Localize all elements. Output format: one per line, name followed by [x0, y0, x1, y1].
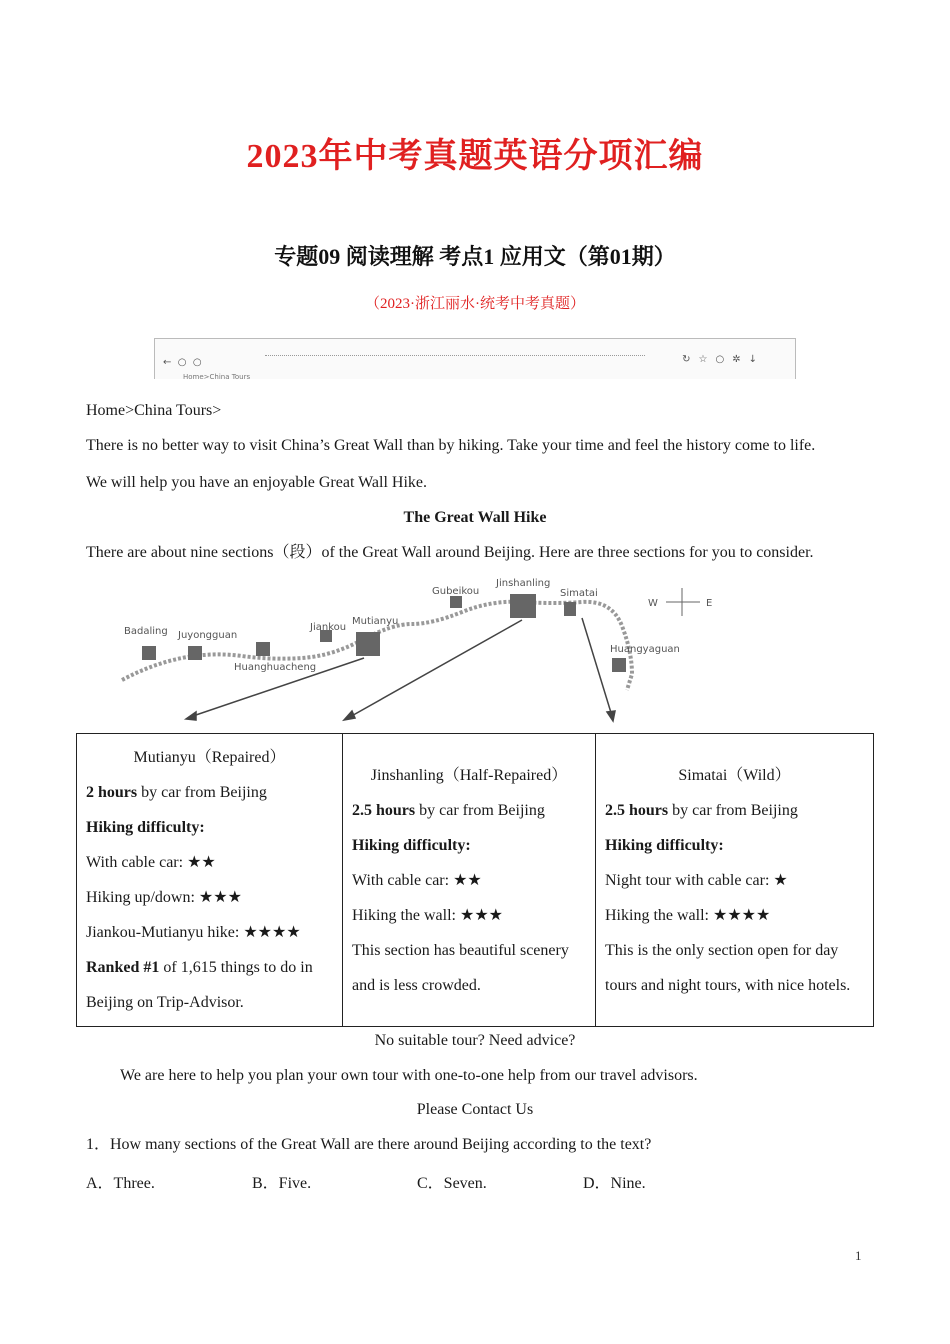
tower-icon	[188, 646, 202, 660]
ranking-text: Beijing on Trip-Advisor.	[86, 994, 244, 1011]
difficulty-line: Hiking the wall: ★★★★	[605, 906, 771, 924]
option-d[interactable]: D．Nine.	[583, 1175, 646, 1192]
travel-time-text: by car from Beijing	[415, 801, 545, 819]
option-b[interactable]: B．Five.	[252, 1175, 312, 1192]
tower-icon	[450, 596, 462, 608]
circle-icon: ○	[192, 357, 202, 368]
browser-toolbar-image	[154, 338, 796, 379]
tour-cell-jinshanling	[343, 734, 596, 1027]
settings-icon: ○	[715, 354, 733, 365]
breadcrumb: Home>China Tours>	[86, 402, 222, 419]
map-label: Jiankou	[310, 622, 347, 633]
difficulty-line: Night tour with cable car: ★	[605, 871, 788, 889]
circle-icon: ○	[177, 357, 187, 368]
map-label: Huangyaguan	[610, 644, 680, 655]
compass-west: W	[648, 598, 658, 609]
travel-time: 2.5 hours	[605, 801, 669, 819]
tour-name: Mutianyu（Repaired）	[133, 749, 286, 766]
address-bar	[265, 347, 645, 356]
tower-icon	[142, 646, 156, 660]
browser-tool-icons	[682, 354, 765, 365]
compass-east: E	[706, 598, 713, 609]
tour-comparison-table	[76, 733, 874, 1027]
ranking-text: of 1,615 things to do in	[159, 959, 313, 976]
tower-icon	[510, 594, 536, 618]
tour-cell-mutianyu	[77, 734, 343, 1027]
map-label: Juyongguan	[178, 630, 238, 641]
tower-icon	[256, 642, 270, 656]
travel-time-text: by car from Beijing	[668, 801, 798, 819]
difficulty-line: Jiankou-Mutianyu hike: ★★★★	[86, 924, 301, 941]
gear-icon: ✲	[732, 354, 749, 365]
advice-question: No suitable tour? Need advice?	[374, 1032, 576, 1049]
section-heading: The Great Wall Hike	[403, 509, 547, 526]
difficulty-line: With cable car: ★★	[86, 854, 216, 871]
difficulty-line: Hiking up/down: ★★★	[86, 889, 242, 906]
section-note: This is the only section open for day	[605, 941, 839, 959]
question-1: 1．How many sections of the Great Wall are there around Beijing according to the text?	[86, 1136, 652, 1153]
tour-name: Simatai（Wild）	[678, 766, 791, 784]
section-note: This section has beautiful scenery	[352, 941, 569, 959]
travel-time: 2.5 hours	[352, 801, 416, 819]
contact-us-link[interactable]: Please Contact Us	[416, 1101, 534, 1118]
map-label: Jinshanling	[496, 578, 551, 589]
browser-tab-text: Home>China Tours	[183, 373, 251, 381]
exam-source: （2023·浙江丽水·统考中考真题）	[365, 296, 585, 312]
advice-paragraph: We are here to help you plan your own tour with one-to-one help from our travel advisors.	[120, 1067, 698, 1084]
star-icon: ☆	[698, 354, 716, 365]
tour-cell-simatai	[596, 734, 874, 1027]
page-number: 1	[855, 1248, 862, 1263]
back-arrow-icon: ←	[163, 357, 172, 368]
tower-icon	[564, 602, 576, 616]
tower-icon	[612, 658, 626, 672]
tower-icon	[356, 632, 380, 656]
intro-paragraph-1: There is no better way to visit China’s Great Wall than by hiking. Take your time and feel the history come to life.	[86, 437, 816, 454]
ranking: Ranked #1	[86, 959, 160, 976]
great-wall-map	[112, 572, 732, 724]
arrow-down-icon: ↓	[748, 354, 765, 365]
map-label: Huanghuacheng	[234, 662, 317, 673]
tour-name: Jinshanling（Half-Repaired）	[370, 766, 568, 784]
difficulty-line: Hiking the wall: ★★★	[352, 906, 504, 924]
difficulty-label: Hiking difficulty:	[86, 819, 205, 836]
topic-subtitle: 专题09 阅读理解 考点1 应用文（第01期）	[274, 244, 676, 269]
intro-paragraph-2: We will help you have an enjoyable Great Wall Hike.	[86, 474, 428, 491]
section-note: and is less crowded.	[352, 976, 481, 994]
browser-nav-icons	[163, 357, 202, 368]
map-label: Mutianyu	[352, 616, 399, 627]
difficulty-label: Hiking difficulty:	[605, 836, 724, 854]
section-note: tours and night tours, with nice hotels.	[605, 976, 851, 994]
travel-time-text: by car from Beijing	[137, 784, 267, 801]
difficulty-line: With cable car: ★★	[352, 871, 482, 889]
document-title: 2023年中考真题英语分项汇编	[246, 138, 704, 175]
sections-paragraph: There are about nine sections（段）of the Great Wall around Beijing. Here are three sections for you to consider.	[86, 544, 814, 561]
option-a[interactable]: A．Three.	[86, 1175, 155, 1192]
difficulty-label: Hiking difficulty:	[352, 836, 471, 854]
map-label: Gubeikou	[432, 586, 480, 597]
refresh-icon: ↻	[682, 354, 699, 365]
travel-time: 2 hours	[86, 784, 138, 801]
map-label: Simatai	[560, 588, 598, 599]
option-c[interactable]: C．Seven.	[417, 1175, 487, 1192]
map-label: Badaling	[124, 626, 168, 637]
compass-icon	[648, 588, 712, 616]
